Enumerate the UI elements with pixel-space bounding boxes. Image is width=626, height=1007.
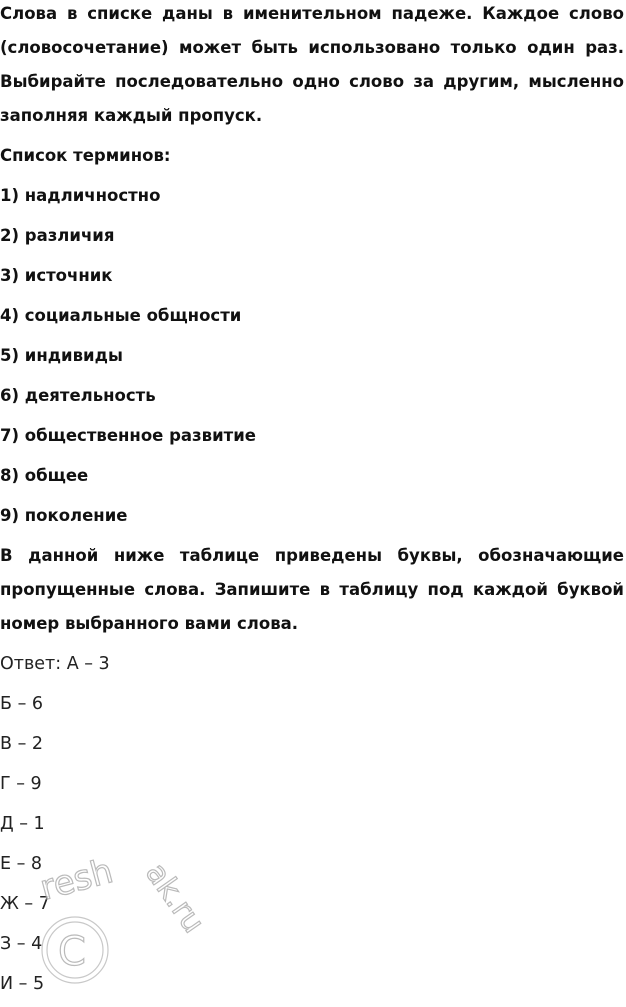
svg-text:ak.ru: ak.ru (138, 856, 211, 940)
intro-paragraph: Слова в списке даны в именительном падеже. Каждое слово (словосочетание) может быть использовано только один раз. Выбирайте последовательно одно слово за другим, мысленно заполняя каждый пропуск. (0, 4, 624, 125)
term-item: 9) поколение (0, 506, 128, 525)
answer-line: В – 2 (0, 734, 44, 754)
term-item: 8) общее (0, 466, 89, 485)
svg-text:C: C (58, 929, 86, 975)
term-item: 5) индивиды (0, 346, 123, 365)
term-item: 4) социальные общности (0, 306, 242, 325)
instruction-paragraph: В данной ниже таблице приведены буквы, обозначающие пропущенные слова. Запишите в таблицу под каждой буквой номер выбранного вами слова. (0, 546, 624, 633)
answer-line: Д – 1 (0, 814, 45, 834)
answer-line: И – 5 (0, 974, 45, 994)
answer-line: Ж – 7 (0, 894, 50, 914)
answer-line: Г – 9 (0, 774, 42, 794)
answer-line: Е – 8 (0, 854, 43, 874)
svg-text:resh: resh (35, 851, 118, 909)
answer-line: Б – 6 (0, 694, 44, 714)
term-item: 7) общественное развитие (0, 426, 256, 445)
answer-line: Ответ: А – 3 (0, 654, 110, 674)
term-item: 2) различия (0, 226, 115, 245)
term-item: 1) надличностно (0, 186, 161, 205)
term-item: 6) деятельность (0, 386, 156, 405)
term-item: 3) источник (0, 266, 113, 285)
list-title: Список терминов: (0, 146, 171, 165)
answer-line: З – 4 (0, 934, 43, 954)
